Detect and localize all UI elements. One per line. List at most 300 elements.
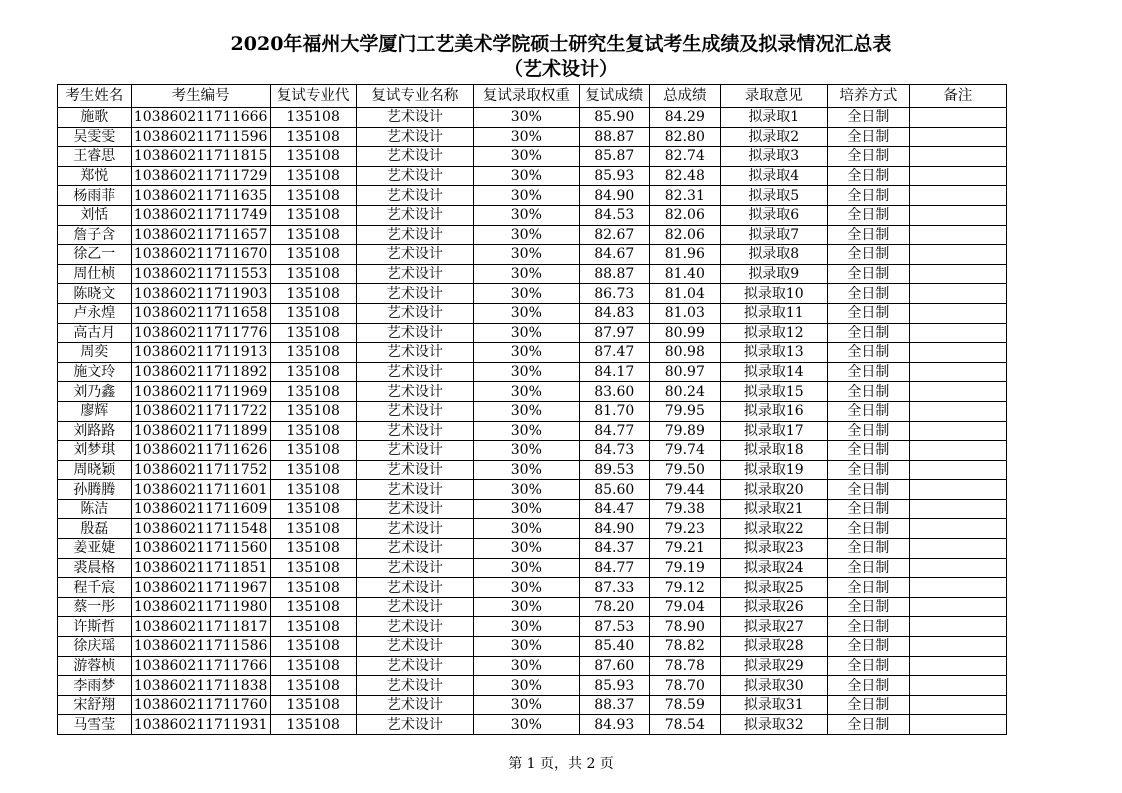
cell-major-name: 艺术设计: [356, 676, 474, 696]
table-row: [58, 147, 1007, 167]
cell-remarks: [909, 715, 1006, 735]
cell-admission-opinion: 拟录取29: [720, 656, 827, 676]
table-row: [58, 695, 1007, 715]
cell-major-name: 艺术设计: [356, 323, 474, 343]
cell-weight: 30%: [474, 225, 579, 245]
cell-major-name: 艺术设计: [356, 499, 474, 519]
cell-candidate-id: 103860211711657: [131, 225, 270, 245]
cell-admission-opinion: 拟录取32: [720, 715, 827, 735]
cell-retest-score: 78.20: [579, 597, 650, 617]
cell-weight: 30%: [474, 695, 579, 715]
table-row: [58, 421, 1007, 441]
cell-major-code: 135108: [270, 460, 356, 480]
header-name: 考生姓名: [58, 85, 132, 108]
cell-admission-opinion: 拟录取5: [720, 186, 827, 206]
cell-major-code: 135108: [270, 421, 356, 441]
cell-study-mode: 全日制: [827, 519, 909, 539]
cell-major-name: 艺术设计: [356, 480, 474, 500]
cell-study-mode: 全日制: [827, 205, 909, 225]
cell-weight: 30%: [474, 578, 579, 598]
cell-remarks: [909, 147, 1006, 167]
cell-admission-opinion: 拟录取4: [720, 166, 827, 186]
cell-retest-score: 85.90: [579, 108, 650, 128]
cell-major-name: 艺术设计: [356, 441, 474, 461]
cell-major-code: 135108: [270, 382, 356, 402]
cell-retest-score: 84.77: [579, 558, 650, 578]
cell-candidate-id: 103860211711548: [131, 519, 270, 539]
cell-total-score: 82.06: [650, 225, 721, 245]
cell-major-name: 艺术设计: [356, 127, 474, 147]
table-row: [58, 225, 1007, 245]
cell-candidate-id: 103860211711749: [131, 205, 270, 225]
cell-candidate-id: 103860211711776: [131, 323, 270, 343]
cell-total-score: 79.12: [650, 578, 721, 598]
cell-study-mode: 全日制: [827, 225, 909, 245]
cell-study-mode: 全日制: [827, 245, 909, 265]
table-row: [58, 323, 1007, 343]
cell-weight: 30%: [474, 480, 579, 500]
cell-name: 卢永煌: [58, 303, 132, 323]
cell-retest-score: 86.73: [579, 284, 650, 304]
cell-major-code: 135108: [270, 401, 356, 421]
cell-study-mode: 全日制: [827, 382, 909, 402]
cell-major-name: 艺术设计: [356, 421, 474, 441]
cell-total-score: 79.89: [650, 421, 721, 441]
cell-major-code: 135108: [270, 108, 356, 128]
cell-major-code: 135108: [270, 205, 356, 225]
cell-admission-opinion: 拟录取24: [720, 558, 827, 578]
cell-study-mode: 全日制: [827, 617, 909, 637]
cell-candidate-id: 103860211711967: [131, 578, 270, 598]
page-number: 第 1 页，共 2 页: [508, 756, 614, 772]
cell-weight: 30%: [474, 519, 579, 539]
cell-name: 周奕: [58, 343, 132, 363]
cell-retest-score: 89.53: [579, 460, 650, 480]
cell-candidate-id: 103860211711670: [131, 245, 270, 265]
cell-weight: 30%: [474, 108, 579, 128]
cell-total-score: 81.04: [650, 284, 721, 304]
cell-study-mode: 全日制: [827, 637, 909, 657]
cell-study-mode: 全日制: [827, 460, 909, 480]
cell-total-score: 82.06: [650, 205, 721, 225]
cell-weight: 30%: [474, 245, 579, 265]
cell-major-code: 135108: [270, 637, 356, 657]
cell-candidate-id: 103860211711760: [131, 695, 270, 715]
cell-major-code: 135108: [270, 343, 356, 363]
cell-candidate-id: 103860211711851: [131, 558, 270, 578]
cell-major-name: 艺术设计: [356, 382, 474, 402]
cell-retest-score: 84.73: [579, 441, 650, 461]
cell-total-score: 78.82: [650, 637, 721, 657]
cell-total-score: 79.95: [650, 401, 721, 421]
table-row: [58, 460, 1007, 480]
cell-total-score: 81.03: [650, 303, 721, 323]
cell-admission-opinion: 拟录取16: [720, 401, 827, 421]
table-body: [58, 108, 1007, 735]
cell-name: 徐庆瑶: [58, 637, 132, 657]
cell-retest-score: 85.93: [579, 166, 650, 186]
table-row: [58, 284, 1007, 304]
cell-name: 吴雯雯: [58, 127, 132, 147]
cell-name: 周晓颖: [58, 460, 132, 480]
cell-major-code: 135108: [270, 362, 356, 382]
cell-weight: 30%: [474, 637, 579, 657]
cell-name: 程千宸: [58, 578, 132, 598]
cell-total-score: 84.29: [650, 108, 721, 128]
cell-name: 孙腾腾: [58, 480, 132, 500]
cell-candidate-id: 103860211711817: [131, 617, 270, 637]
cell-remarks: [909, 225, 1006, 245]
cell-total-score: 78.54: [650, 715, 721, 735]
cell-admission-opinion: 拟录取13: [720, 343, 827, 363]
cell-remarks: [909, 166, 1006, 186]
cell-retest-score: 84.90: [579, 519, 650, 539]
table-row: [58, 441, 1007, 461]
cell-weight: 30%: [474, 421, 579, 441]
cell-total-score: 78.78: [650, 656, 721, 676]
cell-weight: 30%: [474, 617, 579, 637]
cell-study-mode: 全日制: [827, 108, 909, 128]
cell-weight: 30%: [474, 362, 579, 382]
cell-study-mode: 全日制: [827, 597, 909, 617]
table-row: [58, 108, 1007, 128]
cell-candidate-id: 103860211711586: [131, 637, 270, 657]
cell-major-name: 艺术设计: [356, 695, 474, 715]
header-major-code: 复试专业代: [270, 85, 356, 108]
cell-remarks: [909, 676, 1006, 696]
cell-name: 陈洁: [58, 499, 132, 519]
cell-major-code: 135108: [270, 303, 356, 323]
cell-remarks: [909, 186, 1006, 206]
cell-weight: 30%: [474, 382, 579, 402]
cell-major-code: 135108: [270, 284, 356, 304]
cell-total-score: 81.40: [650, 264, 721, 284]
cell-candidate-id: 103860211711838: [131, 676, 270, 696]
cell-study-mode: 全日制: [827, 343, 909, 363]
cell-retest-score: 84.93: [579, 715, 650, 735]
table-row: [58, 166, 1007, 186]
cell-admission-opinion: 拟录取28: [720, 637, 827, 657]
cell-retest-score: 87.47: [579, 343, 650, 363]
cell-name: 蔡一彤: [58, 597, 132, 617]
cell-candidate-id: 103860211711892: [131, 362, 270, 382]
cell-major-code: 135108: [270, 597, 356, 617]
cell-major-name: 艺术设计: [356, 147, 474, 167]
table-row: [58, 558, 1007, 578]
table-row: [58, 186, 1007, 206]
cell-admission-opinion: 拟录取3: [720, 147, 827, 167]
cell-study-mode: 全日制: [827, 578, 909, 598]
cell-retest-score: 84.90: [579, 186, 650, 206]
cell-major-name: 艺术设计: [356, 578, 474, 598]
cell-name: 裘晨格: [58, 558, 132, 578]
cell-remarks: [909, 656, 1006, 676]
table-row: [58, 401, 1007, 421]
cell-candidate-id: 103860211711903: [131, 284, 270, 304]
cell-retest-score: 87.33: [579, 578, 650, 598]
cell-name: 姜亚婕: [58, 539, 132, 559]
cell-name: 詹子含: [58, 225, 132, 245]
cell-remarks: [909, 127, 1006, 147]
cell-remarks: [909, 695, 1006, 715]
cell-remarks: [909, 637, 1006, 657]
cell-admission-opinion: 拟录取17: [720, 421, 827, 441]
header-total-score: 总成绩: [650, 85, 721, 108]
cell-name: 徐乙一: [58, 245, 132, 265]
cell-name: 陈晓文: [58, 284, 132, 304]
cell-total-score: 78.90: [650, 617, 721, 637]
header-candidate-id: 考生编号: [131, 85, 270, 108]
cell-candidate-id: 103860211711913: [131, 343, 270, 363]
cell-remarks: [909, 519, 1006, 539]
cell-candidate-id: 103860211711899: [131, 421, 270, 441]
cell-weight: 30%: [474, 460, 579, 480]
cell-total-score: 80.24: [650, 382, 721, 402]
cell-candidate-id: 103860211711815: [131, 147, 270, 167]
cell-study-mode: 全日制: [827, 303, 909, 323]
cell-major-name: 艺术设计: [356, 362, 474, 382]
cell-major-code: 135108: [270, 695, 356, 715]
table-row: [58, 245, 1007, 265]
cell-weight: 30%: [474, 441, 579, 461]
table-row: [58, 303, 1007, 323]
cell-major-name: 艺术设计: [356, 617, 474, 637]
cell-total-score: 80.97: [650, 362, 721, 382]
cell-study-mode: 全日制: [827, 186, 909, 206]
cell-retest-score: 87.53: [579, 617, 650, 637]
cell-major-code: 135108: [270, 323, 356, 343]
cell-weight: 30%: [474, 284, 579, 304]
cell-remarks: [909, 499, 1006, 519]
cell-retest-score: 85.60: [579, 480, 650, 500]
cell-retest-score: 84.83: [579, 303, 650, 323]
cell-study-mode: 全日制: [827, 166, 909, 186]
cell-major-code: 135108: [270, 519, 356, 539]
cell-total-score: 82.74: [650, 147, 721, 167]
header-remarks: 备注: [909, 85, 1006, 108]
cell-name: 马雪莹: [58, 715, 132, 735]
cell-major-code: 135108: [270, 656, 356, 676]
cell-study-mode: 全日制: [827, 499, 909, 519]
cell-weight: 30%: [474, 264, 579, 284]
cell-total-score: 79.50: [650, 460, 721, 480]
cell-retest-score: 84.47: [579, 499, 650, 519]
cell-weight: 30%: [474, 186, 579, 206]
cell-remarks: [909, 284, 1006, 304]
cell-major-code: 135108: [270, 441, 356, 461]
cell-name: 李雨梦: [58, 676, 132, 696]
cell-admission-opinion: 拟录取23: [720, 539, 827, 559]
cell-total-score: 79.19: [650, 558, 721, 578]
cell-admission-opinion: 拟录取25: [720, 578, 827, 598]
cell-admission-opinion: 拟录取6: [720, 205, 827, 225]
cell-admission-opinion: 拟录取1: [720, 108, 827, 128]
cell-study-mode: 全日制: [827, 401, 909, 421]
cell-weight: 30%: [474, 597, 579, 617]
cell-remarks: [909, 597, 1006, 617]
cell-admission-opinion: 拟录取20: [720, 480, 827, 500]
cell-major-name: 艺术设计: [356, 539, 474, 559]
cell-major-name: 艺术设计: [356, 519, 474, 539]
cell-candidate-id: 103860211711752: [131, 460, 270, 480]
cell-admission-opinion: 拟录取27: [720, 617, 827, 637]
cell-name: 许斯哲: [58, 617, 132, 637]
cell-remarks: [909, 382, 1006, 402]
header-retest-score: 复试成绩: [579, 85, 650, 108]
cell-candidate-id: 103860211711658: [131, 303, 270, 323]
cell-weight: 30%: [474, 205, 579, 225]
cell-study-mode: 全日制: [827, 323, 909, 343]
cell-admission-opinion: 拟录取10: [720, 284, 827, 304]
cell-major-code: 135108: [270, 715, 356, 735]
table-row: [58, 617, 1007, 637]
cell-name: 刘恬: [58, 205, 132, 225]
cell-remarks: [909, 480, 1006, 500]
table-row: [58, 597, 1007, 617]
cell-remarks: [909, 460, 1006, 480]
cell-major-code: 135108: [270, 499, 356, 519]
cell-weight: 30%: [474, 676, 579, 696]
cell-major-name: 艺术设计: [356, 597, 474, 617]
cell-name: 刘路路: [58, 421, 132, 441]
table-row: [58, 205, 1007, 225]
cell-total-score: 79.04: [650, 597, 721, 617]
cell-weight: 30%: [474, 401, 579, 421]
cell-study-mode: 全日制: [827, 539, 909, 559]
cell-retest-score: 81.70: [579, 401, 650, 421]
table-row: [58, 499, 1007, 519]
cell-major-code: 135108: [270, 558, 356, 578]
table-row: [58, 362, 1007, 382]
table-row: [58, 715, 1007, 735]
cell-retest-score: 84.77: [579, 421, 650, 441]
table-row: [58, 480, 1007, 500]
cell-admission-opinion: 拟录取12: [720, 323, 827, 343]
cell-weight: 30%: [474, 558, 579, 578]
cell-major-name: 艺术设计: [356, 108, 474, 128]
cell-weight: 30%: [474, 656, 579, 676]
cell-study-mode: 全日制: [827, 147, 909, 167]
cell-weight: 30%: [474, 303, 579, 323]
cell-major-name: 艺术设计: [356, 401, 474, 421]
cell-major-code: 135108: [270, 578, 356, 598]
cell-total-score: 80.98: [650, 343, 721, 363]
cell-total-score: 79.44: [650, 480, 721, 500]
cell-retest-score: 83.60: [579, 382, 650, 402]
cell-major-name: 艺术设计: [356, 245, 474, 265]
cell-name: 刘乃鑫: [58, 382, 132, 402]
cell-major-name: 艺术设计: [356, 225, 474, 245]
cell-remarks: [909, 539, 1006, 559]
cell-total-score: 79.21: [650, 539, 721, 559]
header-major-name: 复试专业名称: [356, 85, 474, 108]
cell-candidate-id: 103860211711609: [131, 499, 270, 519]
cell-total-score: 81.96: [650, 245, 721, 265]
cell-study-mode: 全日制: [827, 558, 909, 578]
cell-remarks: [909, 245, 1006, 265]
cell-admission-opinion: 拟录取21: [720, 499, 827, 519]
cell-candidate-id: 103860211711722: [131, 401, 270, 421]
cell-candidate-id: 103860211711980: [131, 597, 270, 617]
cell-retest-score: 88.37: [579, 695, 650, 715]
cell-weight: 30%: [474, 539, 579, 559]
cell-remarks: [909, 108, 1006, 128]
cell-retest-score: 85.93: [579, 676, 650, 696]
cell-admission-opinion: 拟录取8: [720, 245, 827, 265]
cell-admission-opinion: 拟录取26: [720, 597, 827, 617]
cell-admission-opinion: 拟录取2: [720, 127, 827, 147]
cell-retest-score: 84.53: [579, 205, 650, 225]
cell-total-score: 80.99: [650, 323, 721, 343]
cell-remarks: [909, 578, 1006, 598]
cell-candidate-id: 103860211711626: [131, 441, 270, 461]
cell-study-mode: 全日制: [827, 656, 909, 676]
cell-remarks: [909, 558, 1006, 578]
cell-retest-score: 84.17: [579, 362, 650, 382]
cell-study-mode: 全日制: [827, 362, 909, 382]
cell-total-score: 78.70: [650, 676, 721, 696]
cell-retest-score: 85.40: [579, 637, 650, 657]
cell-candidate-id: 103860211711596: [131, 127, 270, 147]
cell-total-score: 82.48: [650, 166, 721, 186]
cell-candidate-id: 103860211711553: [131, 264, 270, 284]
cell-name: 施文玲: [58, 362, 132, 382]
header-admission-opinion: 录取意见: [720, 85, 827, 108]
cell-name: 殷磊: [58, 519, 132, 539]
cell-candidate-id: 103860211711766: [131, 656, 270, 676]
table-row: [58, 578, 1007, 598]
cell-major-name: 艺术设计: [356, 715, 474, 735]
table-row: [58, 382, 1007, 402]
cell-remarks: [909, 362, 1006, 382]
cell-major-code: 135108: [270, 245, 356, 265]
cell-retest-score: 88.87: [579, 127, 650, 147]
cell-study-mode: 全日制: [827, 695, 909, 715]
cell-remarks: [909, 303, 1006, 323]
cell-major-name: 艺术设计: [356, 343, 474, 363]
cell-name: 廖辉: [58, 401, 132, 421]
header-weight: 复试录取权重: [474, 85, 579, 108]
cell-study-mode: 全日制: [827, 421, 909, 441]
cell-total-score: 82.31: [650, 186, 721, 206]
cell-major-code: 135108: [270, 186, 356, 206]
cell-name: 周仕桢: [58, 264, 132, 284]
cell-major-code: 135108: [270, 676, 356, 696]
cell-weight: 30%: [474, 343, 579, 363]
cell-retest-score: 85.87: [579, 147, 650, 167]
cell-major-code: 135108: [270, 166, 356, 186]
page-subtitle: （艺术设计）: [503, 58, 618, 80]
cell-candidate-id: 103860211711931: [131, 715, 270, 735]
cell-remarks: [909, 264, 1006, 284]
cell-total-score: 79.74: [650, 441, 721, 461]
cell-admission-opinion: 拟录取19: [720, 460, 827, 480]
cell-major-code: 135108: [270, 480, 356, 500]
cell-remarks: [909, 343, 1006, 363]
cell-major-name: 艺术设计: [356, 558, 474, 578]
cell-major-name: 艺术设计: [356, 264, 474, 284]
cell-admission-opinion: 拟录取30: [720, 676, 827, 696]
cell-retest-score: 87.60: [579, 656, 650, 676]
cell-name: 王睿思: [58, 147, 132, 167]
table-row: [58, 676, 1007, 696]
cell-major-name: 艺术设计: [356, 460, 474, 480]
cell-total-score: 78.59: [650, 695, 721, 715]
cell-name: 刘梦琪: [58, 441, 132, 461]
cell-major-name: 艺术设计: [356, 205, 474, 225]
table-row: [58, 264, 1007, 284]
cell-name: 宋舒翔: [58, 695, 132, 715]
